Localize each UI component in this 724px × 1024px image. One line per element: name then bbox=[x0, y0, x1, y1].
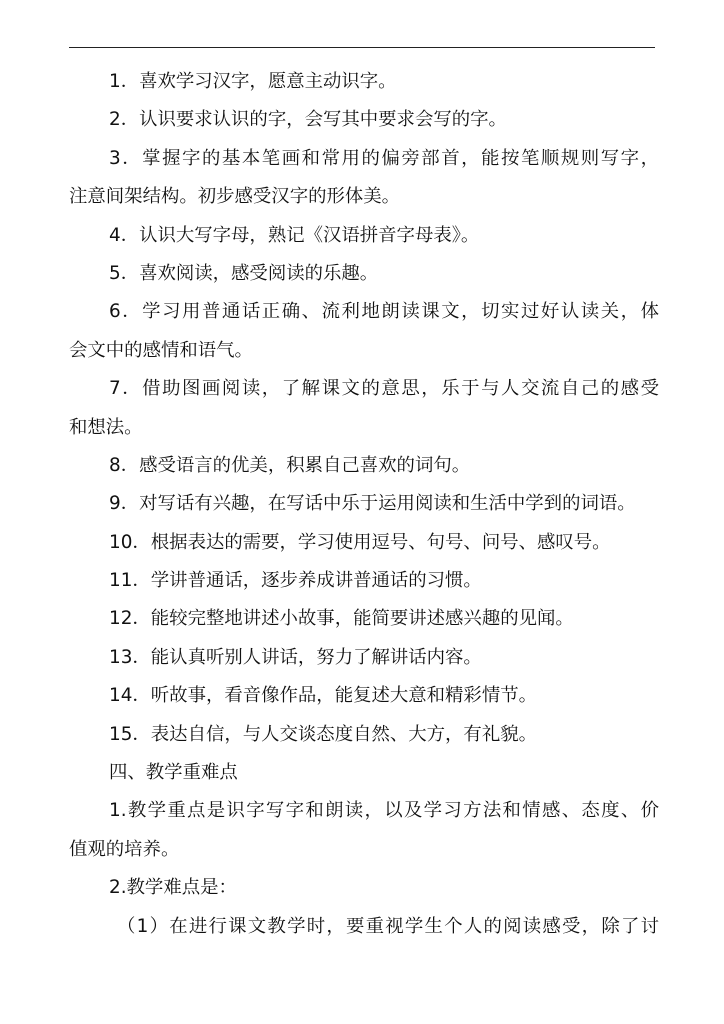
goal-3-line-1: 3．掌握字的基本笔画和常用的偏旁部首，能按笔顺规则写字， bbox=[109, 147, 659, 169]
header-rule bbox=[69, 47, 655, 48]
goal-1: 1．喜欢学习汉字，愿意主动识字。 bbox=[109, 71, 397, 92]
key-point-1-line-2: 值观的培养。 bbox=[69, 838, 180, 860]
goal-8: 8．感受语言的优美，积累自己喜欢的词句。 bbox=[109, 454, 471, 476]
key-point-1-line-1: 1.教学重点是识字写字和朗读，以及学习方法和情感、态度、价 bbox=[109, 800, 659, 822]
goal-7-line-1: 7．借助图画阅读，了解课文的意思，乐于与人交流自己的感受 bbox=[109, 378, 659, 400]
goal-6-line-1: 6．学习用普通话正确、流利地朗读课文，切实过好认读关，体 bbox=[109, 301, 659, 323]
goal-15: 15．表达自信，与人交谈态度自然、大方，有礼貌。 bbox=[109, 723, 537, 745]
goal-12: 12．能较完整地讲述小故事，能简要讲述感兴趣的见闻。 bbox=[109, 608, 574, 630]
document-body bbox=[69, 63, 659, 946]
goal-6-line-2: 会文中的感情和语气。 bbox=[69, 339, 253, 361]
goal-5: 5．喜欢阅读，感受阅读的乐趣。 bbox=[109, 262, 379, 284]
goal-4: 4．认识大写字母，熟记《汉语拼音字母表》。 bbox=[109, 224, 480, 246]
goal-10: 10．根据表达的需要，学习使用逗号、句号、问号、感叹号。 bbox=[109, 531, 611, 553]
goal-7-line-2: 和想法。 bbox=[69, 416, 143, 438]
goal-13: 13．能认真听别人讲话，努力了解讲话内容。 bbox=[109, 646, 482, 668]
goal-14: 14．听故事，看音像作品，能复述大意和精彩情节。 bbox=[109, 685, 537, 707]
goal-11: 11．学讲普通话，逐步养成讲普通话的习惯。 bbox=[109, 570, 482, 592]
goal-2: 2．认识要求认识的字，会写其中要求会写的字。 bbox=[109, 109, 507, 131]
key-point-2: 2.教学难点是： bbox=[109, 877, 237, 899]
section-heading-key-points: 四、教学重难点 bbox=[109, 762, 238, 784]
goal-3-line-2: 注意间架结构。初步感受汉字的形体美。 bbox=[69, 186, 401, 208]
difficulty-1-line-1: （1）在进行课文教学时，要重视学生个人的阅读感受，除了讨 bbox=[117, 915, 659, 937]
goal-9: 9．对写话有兴趣，在写话中乐于运用阅读和生活中学到的词语。 bbox=[109, 493, 636, 515]
